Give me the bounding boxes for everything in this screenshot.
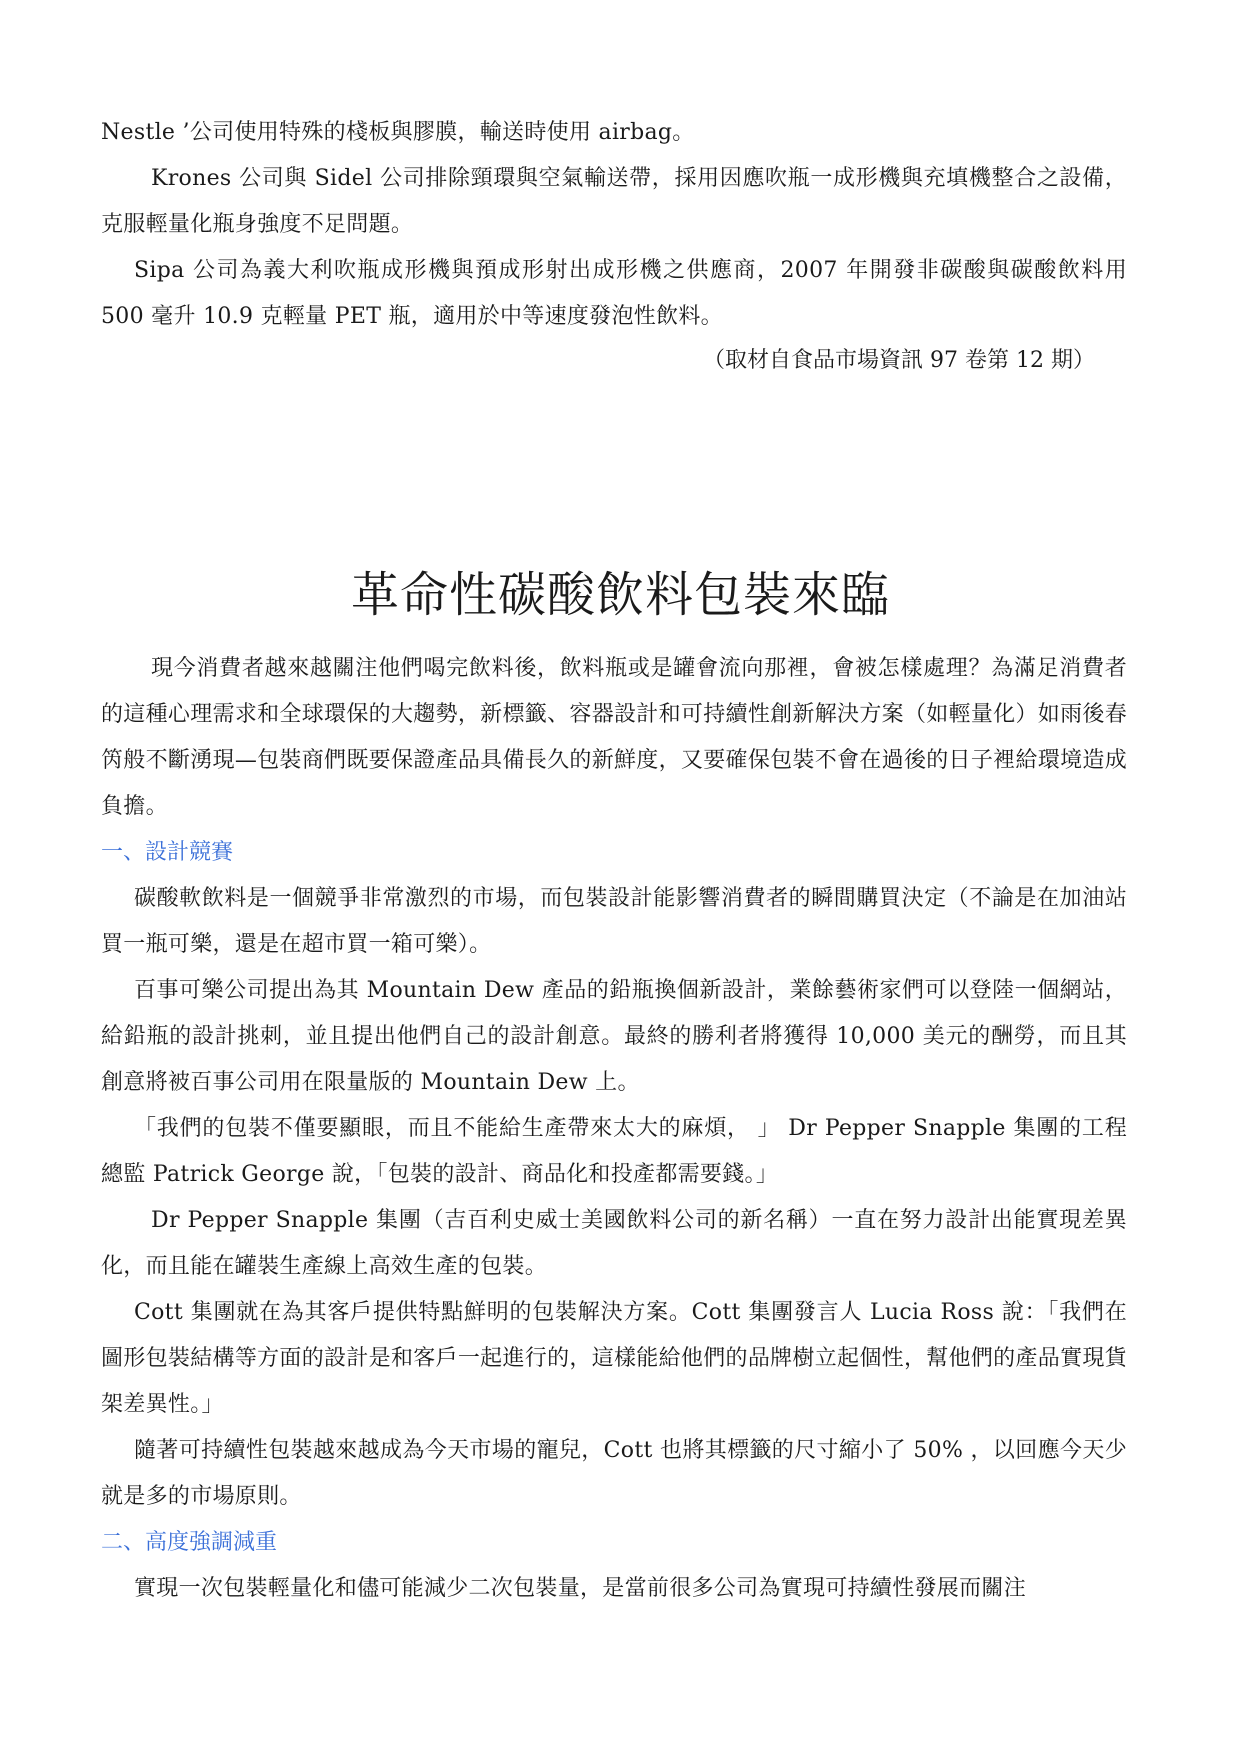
paragraph-cott-quote: Cott 集團就在為其客戶提供特點鮮明的包裝解決方案。Cott 集團發言人 Lucia Ross 說：「我們在圖形包裝結構等方面的設計是和客戶一起進行的，這樣能給他們的品牌樹立起個性，幫他們的產品實現貨架差異性。」: [101, 1300, 1127, 1417]
paragraph-dr-pepper-snapple: Dr Pepper Snapple 集團（吉百利史威士美國飲料公司的新名稱）一直在努力設計出能實現差異化，而且能在罐裝生產線上高效生產的包裝。: [101, 1208, 1127, 1279]
intro-paragraph-nestle: Nestle ’公司使用特殊的棧板與膠膜，輸送時使用 airbag。: [101, 120, 695, 145]
intro-paragraph-krones: Krones 公司與 Sidel 公司排除頸環與空氣輸送帶，採用因應吹瓶一成形機與充填機整合之設備，克服輕量化瓶身強度不足問題。: [101, 166, 1127, 237]
article-lead-paragraph: 現今消費者越來越關注他們喝完飲料後，飲料瓶或是罐會流向那裡，會被怎樣處理？為滿足消費者的這種心理需求和全球環保的大趨勢，新標籤、容器設計和可持續性創新解決方案（如輕量化）如雨後春笍般不斷湧現—包裝商們既要保證產品具備長久的新鮮度，又要確保包裝不會在過後的日子裡給環境造成負擔。: [101, 656, 1127, 819]
paragraph-pepsi-mountain-dew: 百事可樂公司提出為其 Mountain Dew 產品的鉛瓶換個新設計，業餘藝術家們可以登陸一個網站，給鉛瓶的設計挑刺，並且提出他們自己的設計創意。最終的勝利者將獲得 10,000 美元的酬勞，而且其創意將被百事公司用在限量版的 Mountain Dew 上。: [101, 978, 1127, 1095]
paragraph-lightweighting: 實現一次包裝輕量化和儘可能減少二次包裝量，是當前很多公司為實現可持續性發展而關注: [134, 1576, 1027, 1601]
paragraph-cott-label: 隨著可持續性包裝越來越成為今天市場的寵兒，Cott 也將其標籤的尺寸縮小了 50% ，以回應今天少就是多的市場原則。: [101, 1438, 1127, 1509]
section-heading-weight-reduction: 二、高度強調減重: [101, 1530, 278, 1555]
section-heading-design-contest: 一、設計競賽: [101, 840, 234, 865]
paragraph-carbonated-market: 碳酸軟飲料是一個競爭非常激烈的市場，而包裝設計能影響消費者的瞬間購買決定（不論是在加油站買一瓶可樂，還是在超市買一箱可樂）。: [101, 886, 1127, 957]
intro-paragraph-sipa: Sipa 公司為義大利吹瓶成形機與預成形射出成形機之供應商，2007 年開發非碳酸與碳酸飲料用 500 毫升 10.9 克輕量 PET 瓶，適用於中等速度發泡性飲料。: [101, 258, 1127, 329]
paragraph-dr-pepper-quote: 「我們的包裝不僅要顯眼，而且不能給生產帶來太大的麻煩， 」 Dr Pepper Snapple 集團的工程總監 Patrick George 說，「包裝的設計、商品化和投產都需要錢。」: [101, 1116, 1127, 1187]
source-citation: （取材自食品市場資訊 97 卷第 12 期）: [703, 348, 1095, 373]
article-title: 革命性碳酸飲料包裝來臨: [350, 567, 890, 623]
